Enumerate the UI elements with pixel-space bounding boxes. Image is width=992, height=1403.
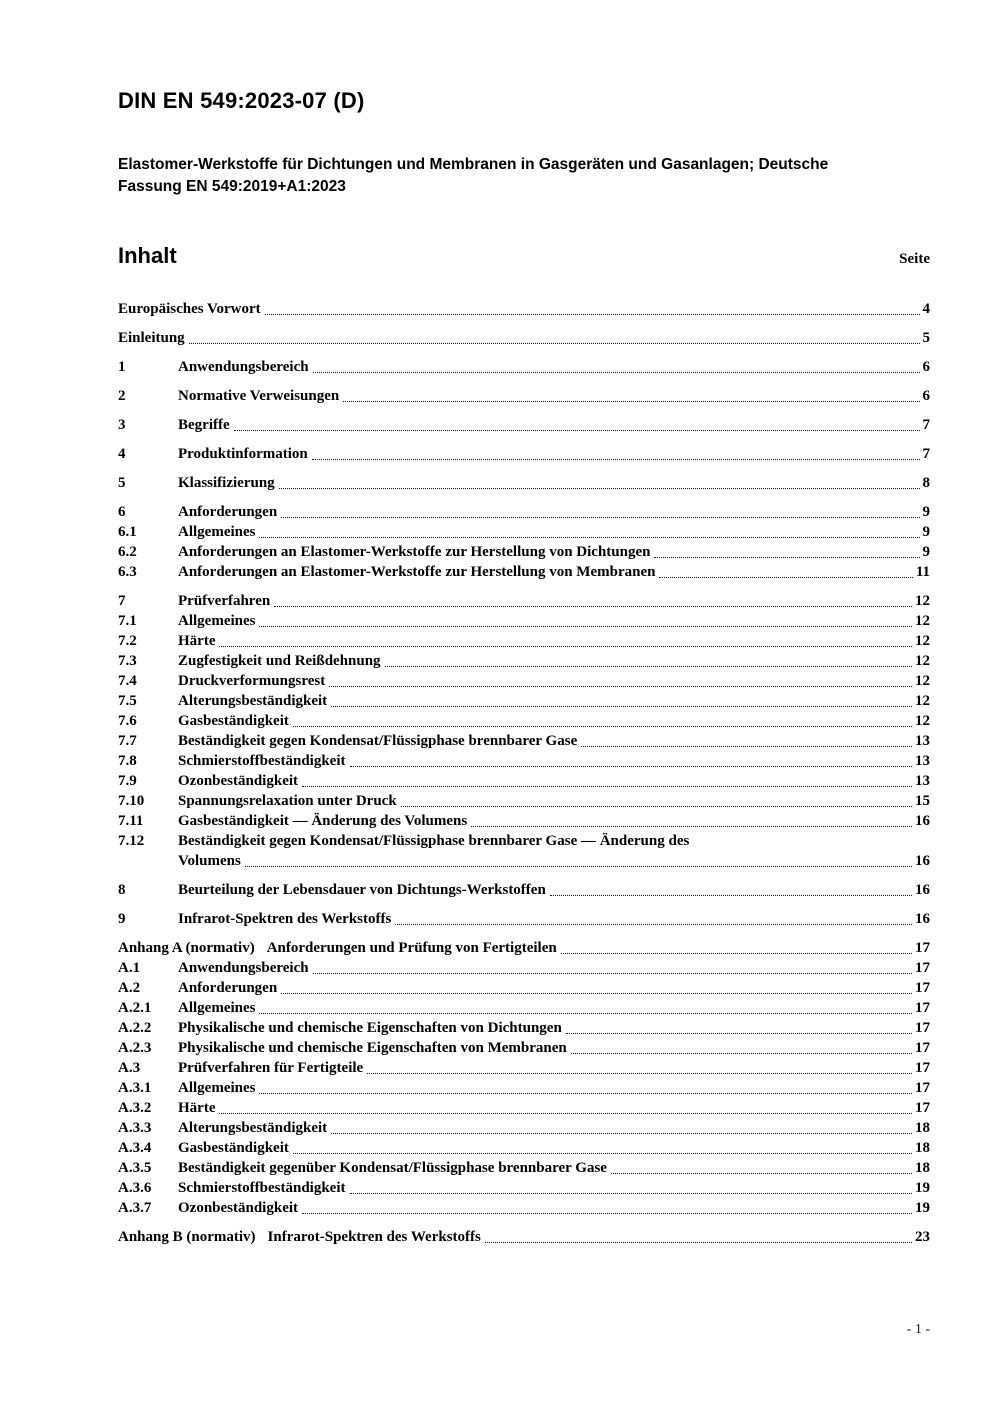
toc-dotted-leader (343, 386, 919, 402)
toc-entry (118, 771, 930, 791)
toc-entry-title: Beurteilung der Lebensdauer von Dichtungs-Werkstoffen (178, 882, 546, 899)
toc-entry-number: 7 (118, 593, 126, 610)
toc-entry-title: Anforderungen an Elastomer-Werkstoffe zur Herstellung von Membranen (178, 564, 656, 581)
toc-page-number: 19 (915, 1180, 930, 1197)
toc-entry (118, 711, 930, 731)
toc-group (118, 357, 930, 377)
toc-page-number: 16 (915, 882, 930, 899)
toc-page-number: 12 (915, 613, 930, 630)
toc-entry-number: 7.2 (118, 633, 137, 650)
toc-dotted-leader (550, 880, 912, 896)
toc-entry-number: A.2 (118, 980, 141, 997)
toc-entry (118, 791, 930, 811)
toc-entry-number: 6.3 (118, 564, 137, 581)
toc-dotted-leader (401, 791, 912, 807)
toc-entry-title: Produktinformation (178, 446, 308, 463)
toc-entry (118, 1038, 930, 1058)
toc-page-number: 13 (915, 773, 930, 790)
toc-entry (118, 978, 930, 998)
toc-entry-title: Zugfestigkeit und Reißdehnung (178, 653, 381, 670)
toc-page-number: 16 (915, 911, 930, 928)
toc-group (118, 328, 930, 348)
toc-dotted-leader (571, 1038, 912, 1054)
toc-entry-title: Spannungsrelaxation unter Druck (178, 793, 397, 810)
toc-dotted-leader (566, 1018, 912, 1034)
toc-entry-title: Beständigkeit gegen Kondensat/Flüssigphase brennbarer Gase — Änderung des (178, 833, 690, 850)
toc-entry-title: Gasbeständigkeit (178, 713, 289, 730)
toc-entry-number: 6.2 (118, 544, 137, 561)
toc-dotted-leader (581, 731, 912, 747)
toc-entry-title: Begriffe (178, 417, 230, 434)
toc-page-number: 12 (915, 713, 930, 730)
toc-list (118, 299, 930, 1247)
toc-page-number: 9 (922, 524, 930, 541)
toc-entry-title: Allgemeines (178, 1000, 256, 1017)
toc-group (118, 444, 930, 464)
toc-group (118, 1227, 930, 1247)
toc-dotted-leader (281, 502, 919, 518)
toc-entry (118, 591, 930, 611)
toc-entry-number: 7.3 (118, 653, 137, 670)
toc-entry-number: A.3.2 (118, 1100, 152, 1117)
toc-entry-title: Prüfverfahren für Fertigteile (178, 1060, 364, 1077)
toc-entry-number (118, 851, 178, 871)
toc-entry-number: 6.1 (118, 524, 137, 541)
toc-header (118, 243, 930, 269)
toc-dotted-leader (274, 591, 912, 607)
toc-entry-title: Prüfverfahren (178, 593, 271, 610)
toc-entry-number: A.3.4 (118, 1140, 152, 1157)
toc-page-number: 17 (915, 1040, 930, 1057)
toc-entry-title: Infrarot-Spektren des Werkstoffs (178, 911, 392, 928)
toc-entry-title: Einleitung (118, 330, 185, 347)
toc-dotted-leader (259, 611, 912, 627)
toc-entry-number: A.3.1 (118, 1080, 152, 1097)
toc-dotted-leader (313, 357, 920, 373)
toc-entry (118, 562, 930, 582)
toc-entry-title: Anwendungsbereich (178, 359, 309, 376)
toc-dotted-leader (245, 851, 912, 867)
toc-entry-number: A.1 (118, 960, 141, 977)
toc-dotted-leader (189, 328, 920, 344)
toc-entry-number: A.2.2 (118, 1020, 152, 1037)
toc-entry-number: 9 (118, 911, 126, 928)
toc-entry-title: Schmierstoffbeständigkeit (178, 1180, 346, 1197)
toc-entry (118, 1118, 930, 1138)
toc-entry-title: Physikalische und chemische Eigenschaften von Membranen (178, 1040, 567, 1057)
toc-dotted-leader (279, 473, 920, 489)
toc-entry-number: A.2.1 (118, 1000, 152, 1017)
toc-entry-number: 7.5 (118, 693, 137, 710)
toc-entry (118, 1198, 930, 1218)
toc-entry-title: Beständigkeit gegen Kondensat/Flüssigphase brennbarer Gase (178, 733, 578, 750)
toc-page-number: 17 (915, 1080, 930, 1097)
page-content (118, 0, 930, 1256)
toc-entry-number: 7.12 (118, 833, 145, 850)
toc-group (118, 938, 930, 1218)
toc-entry-number: 2 (118, 388, 126, 405)
toc-entry-number: 7.7 (118, 733, 137, 750)
toc-entry (118, 671, 930, 691)
toc-entry (118, 444, 930, 464)
toc-entry-number: 8 (118, 882, 126, 899)
toc-dotted-leader (659, 562, 912, 578)
toc-entry (118, 1058, 930, 1078)
toc-dotted-leader (312, 444, 920, 460)
toc-page-number: 17 (915, 1100, 930, 1117)
toc-page-number: 17 (915, 960, 930, 977)
toc-entry-number: A.3 (118, 1060, 141, 1077)
toc-entry-title: Allgemeines (178, 1080, 256, 1097)
toc-page-number: 18 (915, 1120, 930, 1137)
toc-entry-title: Druckverformungsrest (178, 673, 326, 690)
toc-dotted-leader (265, 299, 920, 315)
toc-entry-number: A.3.6 (118, 1180, 152, 1197)
toc-page-column-label: Seite (899, 251, 930, 268)
toc-entry-annex-label: Anhang B (normativ) (118, 1229, 256, 1246)
toc-entry-title: Anforderungen an Elastomer-Werkstoffe zur Herstellung von Dichtungen (178, 544, 651, 561)
toc-page-number: 9 (922, 544, 930, 561)
toc-page-number: 12 (915, 693, 930, 710)
toc-entry-number: 7.11 (118, 813, 144, 830)
toc-page-number: 16 (915, 853, 930, 870)
toc-entry-title: Allgemeines (178, 613, 256, 630)
toc-entry-number: 7.4 (118, 673, 137, 690)
toc-entry-title: Klassifizierung (178, 475, 275, 492)
toc-page-number: 12 (915, 593, 930, 610)
toc-entry-title: Normative Verweisungen (178, 388, 340, 405)
toc-entry (118, 691, 930, 711)
toc-entry (118, 831, 930, 851)
toc-page-number: 12 (915, 633, 930, 650)
toc-entry (118, 1158, 930, 1178)
toc-entry-number: A.3.7 (118, 1200, 152, 1217)
toc-dotted-leader (293, 711, 912, 727)
toc-group (118, 591, 930, 871)
toc-entry-title: Infrarot-Spektren des Werkstoffs (267, 1229, 481, 1246)
toc-group (118, 473, 930, 493)
toc-entry (118, 651, 930, 671)
toc-page-number: 18 (915, 1160, 930, 1177)
toc-dotted-leader (350, 751, 913, 767)
toc-entry (118, 611, 930, 631)
toc-group (118, 502, 930, 582)
toc-entry-title: Anforderungen (178, 980, 278, 997)
toc-dotted-leader (302, 1198, 912, 1214)
toc-dotted-leader (485, 1227, 912, 1243)
toc-entry-title: Europäisches Vorwort (118, 301, 261, 318)
toc-entry (118, 958, 930, 978)
document-title: Elastomer-Werkstoffe für Dichtungen und Membranen in Gasgeräten und Gasanlagen; Deutsche Fassung EN 549:2019+A1:2023 (118, 156, 829, 195)
toc-entry (118, 415, 930, 435)
toc-entry (118, 751, 930, 771)
toc-entry (118, 1078, 930, 1098)
toc-entry (118, 811, 930, 831)
toc-dotted-leader (259, 522, 919, 538)
toc-entry-number: 7.9 (118, 773, 137, 790)
toc-dotted-leader (234, 415, 920, 431)
toc-dotted-leader (259, 1078, 912, 1094)
toc-entry-title: Härte (178, 633, 216, 650)
document-number-heading: DIN EN 549:2023-07 (D) (118, 88, 365, 113)
toc-page-number: 17 (915, 980, 930, 997)
toc-dotted-leader (219, 631, 912, 647)
toc-entry (118, 328, 930, 348)
toc-page-number: 11 (915, 564, 930, 581)
toc-page-number: 6 (922, 388, 930, 405)
toc-entry (118, 542, 930, 562)
toc-dotted-leader (259, 998, 912, 1014)
toc-entry-continuation (118, 851, 930, 871)
toc-entry-title: Schmierstoffbeständigkeit (178, 753, 346, 770)
toc-entry-number: 7.8 (118, 753, 137, 770)
toc-entry (118, 1178, 930, 1198)
toc-entry (118, 909, 930, 929)
toc-entry (118, 1098, 930, 1118)
toc-page-number: 9 (922, 504, 930, 521)
toc-entry-title: Härte (178, 1100, 216, 1117)
toc-entry-title: Anforderungen und Prüfung von Fertigteilen (266, 940, 557, 957)
toc-entry-title: Anwendungsbereich (178, 960, 309, 977)
toc-page-number: 23 (915, 1229, 930, 1246)
toc-entry-number: 7.6 (118, 713, 137, 730)
toc-entry-title: Volumens (178, 853, 241, 870)
toc-page-number: 17 (915, 1000, 930, 1017)
toc-group (118, 880, 930, 900)
toc-dotted-leader (654, 542, 919, 558)
toc-page-number: 13 (915, 753, 930, 770)
toc-page-number: 19 (915, 1200, 930, 1217)
footer-page-number: - 1 - (906, 1322, 930, 1337)
toc-page-number: 5 (922, 330, 930, 347)
toc-entry-title: Gasbeständigkeit — Änderung des Volumens (178, 813, 468, 830)
toc-dotted-leader (611, 1158, 912, 1174)
toc-page-number: 18 (915, 1140, 930, 1157)
toc-page-number: 12 (915, 653, 930, 670)
toc-entry (118, 938, 930, 958)
toc-entry (118, 473, 930, 493)
toc-page-number: 4 (922, 301, 930, 318)
toc-page-number: 17 (915, 940, 930, 957)
toc-dotted-leader (329, 671, 912, 687)
toc-page-number: 13 (915, 733, 930, 750)
toc-page-number: 17 (915, 1060, 930, 1077)
toc-entry (118, 357, 930, 377)
toc-page-number: 6 (922, 359, 930, 376)
toc-entry-number: 3 (118, 417, 126, 434)
toc-entry-title: Allgemeines (178, 524, 256, 541)
toc-dotted-leader (219, 1098, 912, 1114)
toc-entry-number: 1 (118, 359, 126, 376)
toc-dotted-leader (395, 909, 912, 925)
toc-entry-number: 7.10 (118, 793, 145, 810)
toc-dotted-leader (331, 691, 912, 707)
toc-group (118, 386, 930, 406)
toc-entry-title: Alterungsbeständigkeit (178, 1120, 328, 1137)
toc-entry (118, 998, 930, 1018)
toc-dotted-leader (293, 1138, 912, 1154)
toc-entry-number: 5 (118, 475, 126, 492)
toc-page-number: 12 (915, 673, 930, 690)
toc-entry (118, 1227, 930, 1247)
toc-entry-title: Anforderungen (178, 504, 278, 521)
toc-group (118, 299, 930, 319)
toc-entry (118, 1138, 930, 1158)
toc-group (118, 909, 930, 929)
toc-entry (118, 299, 930, 319)
toc-entry-title: Gasbeständigkeit (178, 1140, 289, 1157)
toc-page-number: 7 (922, 417, 930, 434)
toc-entry (118, 502, 930, 522)
toc-dotted-leader (302, 771, 912, 787)
toc-entry-number: 6 (118, 504, 126, 521)
toc-dotted-leader (385, 651, 912, 667)
toc-entry-annex-label: Anhang A (normativ) (118, 940, 255, 957)
toc-entry-number: A.3.3 (118, 1120, 152, 1137)
toc-page-number: 15 (915, 793, 930, 810)
toc-dotted-leader (281, 978, 912, 994)
toc-page-number: 17 (915, 1020, 930, 1037)
toc-page-number: 16 (915, 813, 930, 830)
toc-dotted-leader (350, 1178, 913, 1194)
toc-entry-title: Ozonbeständigkeit (178, 773, 299, 790)
toc-entry (118, 631, 930, 651)
toc-entry-number: 7.1 (118, 613, 137, 630)
toc-entry (118, 880, 930, 900)
toc-page-number: 8 (922, 475, 930, 492)
toc-group (118, 415, 930, 435)
toc-dotted-leader (313, 958, 912, 974)
toc-entry-number: 4 (118, 446, 126, 463)
toc-entry-title: Ozonbeständigkeit (178, 1200, 299, 1217)
toc-entry (118, 731, 930, 751)
toc-entry-number: A.2.3 (118, 1040, 152, 1057)
toc-entry-title: Physikalische und chemische Eigenschaften von Dichtungen (178, 1020, 562, 1037)
toc-dotted-leader (367, 1058, 912, 1074)
toc-heading: Inhalt (118, 243, 177, 269)
toc-entry-title: Alterungsbeständigkeit (178, 693, 328, 710)
toc-page-number: 7 (922, 446, 930, 463)
toc-dotted-leader (331, 1118, 912, 1134)
toc-entry (118, 386, 930, 406)
toc-entry-number: A.3.5 (118, 1160, 152, 1177)
toc-entry (118, 1018, 930, 1038)
toc-entry-title: Beständigkeit gegenüber Kondensat/Flüssigphase brennbarer Gase (178, 1160, 607, 1177)
toc-dotted-leader (561, 938, 912, 954)
toc-dotted-leader (471, 811, 912, 827)
toc-entry (118, 522, 930, 542)
